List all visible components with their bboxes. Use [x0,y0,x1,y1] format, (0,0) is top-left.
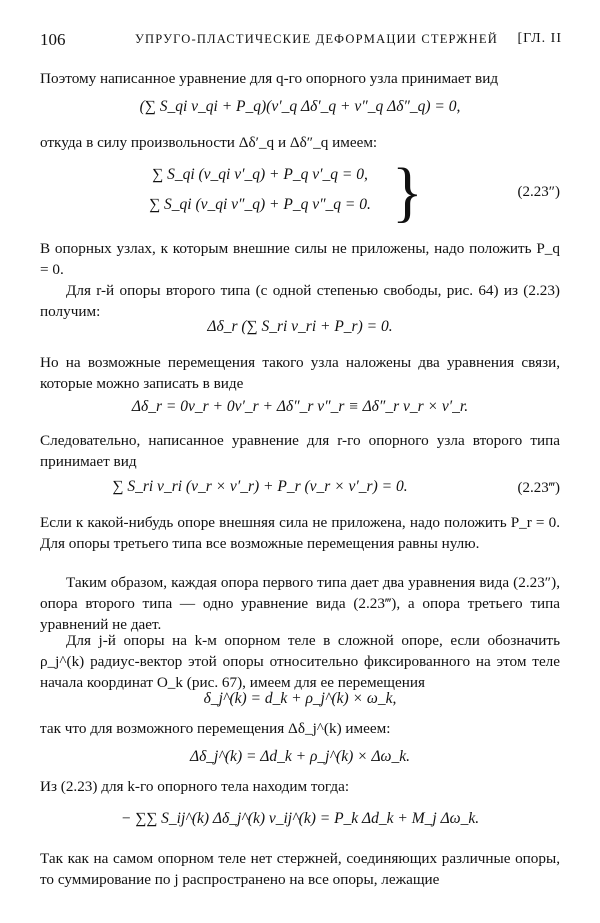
equation: ∑ S_ri ν_ri (ν_r × ν′_r) + P_r (ν_r × ν′_r) = 0. [112,478,408,495]
chapter-label: [ГЛ. II [517,31,562,46]
equation-number: (2.23″) [517,184,560,200]
page-number: 106 [40,30,66,49]
text-line: Из (2.23) для k-го опорного тела находим тогда: [40,778,350,795]
equation-number: (2.23‴) [517,480,560,496]
right-brace: } [392,154,423,229]
paragraph: В опорных узлах, к которым внешние силы не приложены, надо положить P_q = 0. [40,240,560,278]
paragraph: Следовательно, написанное уравнение для r-го опорного узла второго типа принимает вид [40,432,560,470]
paragraph: Если к какой-нибудь опоре внешняя сила не приложена, надо положить P_r = 0. Для опоры третьего типа все возможные перемещения равны нулю. [40,514,560,552]
equation: ∑ S_qi (ν_qi ν′_q) + P_q ν′_q = 0, [152,166,368,183]
text-line: Поэтому написанное уравнение для q-го опорного узла принимает вид [40,70,499,87]
text-line: откуда в силу произвольности Δδ′_q и Δδ″_q имеем: [40,134,378,151]
running-header [40,30,562,52]
paragraph: Таким образом, каждая опора первого типа дает два уравнения вида (2.23″), опора второго типа — одно уравнение вида (2.23‴), а опора третьего типа уравнений не дает. [40,574,560,633]
equation: − ∑∑ S_ij^(k) Δδ_j^(k) ν_ij^(k) = P_k Δd_k + M_j Δω_k. [120,810,480,827]
paragraph: Но на возможные перемещения такого узла наложены два уравнения связи, которые можно записать в виде [40,354,560,392]
equation: Δδ_r (∑ S_ri ν_ri + P_r) = 0. [207,318,393,335]
equation: Δδ_r = 0ν_r + 0ν′_r + Δδ″_r ν″_r ≡ Δδ″_r ν_r × ν′_r. [131,398,469,415]
equation: ∑ S_qi (ν_qi ν″_q) + P_q ν″_q = 0. [149,196,371,213]
equation: (∑ S_qi ν_qi + P_q)(ν′_q Δδ′_q + ν″_q Δδ″_q) = 0, [139,98,461,115]
paragraph: Так как на самом опорном теле нет стержней, соединяющих различные опоры, то суммирование по j распространено на все опоры, лежащие [40,850,560,888]
text-line: так что для возможного перемещения Δδ_j^(k) имеем: [40,720,391,737]
paragraph: Для j-й опоры на k-м опорном теле в сложной опоре, если обозначить ρ_j^(k) радиус-вектор этой опоры относительно фиксированного на этом теле начала координат O_k (рис. 67), имеем для ее перемещения [40,632,560,691]
paragraph: Для r-й опоры второго типа (с одной степенью свободы, рис. 64) из (2.23) получим: [40,282,560,320]
running-title: УПРУГО-ПЛАСТИЧЕСКИЕ ДЕФОРМАЦИИ СТЕРЖНЕЙ [135,32,498,46]
equation: δ_j^(k) = d_k + ρ_j^(k) × ω_k, [203,690,397,707]
equation: Δδ_j^(k) = Δd_k + ρ_j^(k) × Δω_k. [190,748,410,765]
